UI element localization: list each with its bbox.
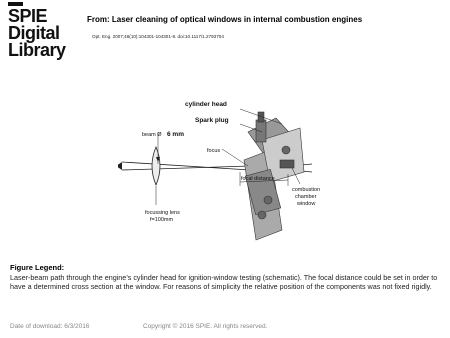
label-chamber: chamber: [295, 194, 317, 200]
copyright-notice: Copyright © 2016 SPIE. All rights reserved.: [143, 323, 268, 330]
article-citation: Opt. Eng. 2007;46(10):104301-104301-8. doi:10.1117/1.2793704: [92, 34, 224, 39]
beam-upper-line: [122, 162, 250, 170]
label-focal-length: f=100mm: [150, 217, 174, 223]
logo-line-library: Library: [8, 40, 66, 60]
bolt-1: [264, 196, 272, 204]
figure-legend-text: Laser-beam path through the engine’s cylinder head for ignition-window testing (schematic). The focal distance could be set in order to have a determined cross section at the window. For reasons of simplicity the relative position of the components was not fixed rigidly.: [10, 273, 438, 291]
figure-schematic: [118, 90, 336, 245]
logo-line-digital: Digital: [8, 23, 60, 43]
label-focus: focus: [207, 148, 221, 154]
figure-legend-heading: Figure Legend:: [10, 263, 65, 272]
focus-leader: [222, 149, 248, 166]
label-focal-distance: focal distance: [241, 176, 275, 182]
spark-plug-body: [256, 120, 266, 142]
article-title: From: Laser cleaning of optical windows in internal combustion engines: [87, 15, 363, 24]
logo-line-spie: SPIE: [8, 6, 48, 26]
label-cylinder-head: cylinder head: [185, 101, 227, 108]
label-beam: beam Ø: [142, 132, 162, 138]
download-date: Date of download: 6/3/2016: [10, 323, 90, 330]
label-beam-size: 6 mm: [167, 131, 184, 138]
focussing-lens: [152, 147, 160, 185]
bolt-2: [258, 211, 266, 219]
beam-arrow: [118, 162, 122, 170]
label-spark-plug: Spark plug: [195, 117, 229, 124]
combustion-window: [280, 160, 294, 168]
label-focussing-lens: focussing lens: [145, 210, 180, 216]
label-combustion: combustion: [292, 187, 321, 193]
beam-lower-line: [122, 166, 250, 170]
label-window: window: [297, 201, 316, 207]
bolt-3: [282, 146, 290, 154]
